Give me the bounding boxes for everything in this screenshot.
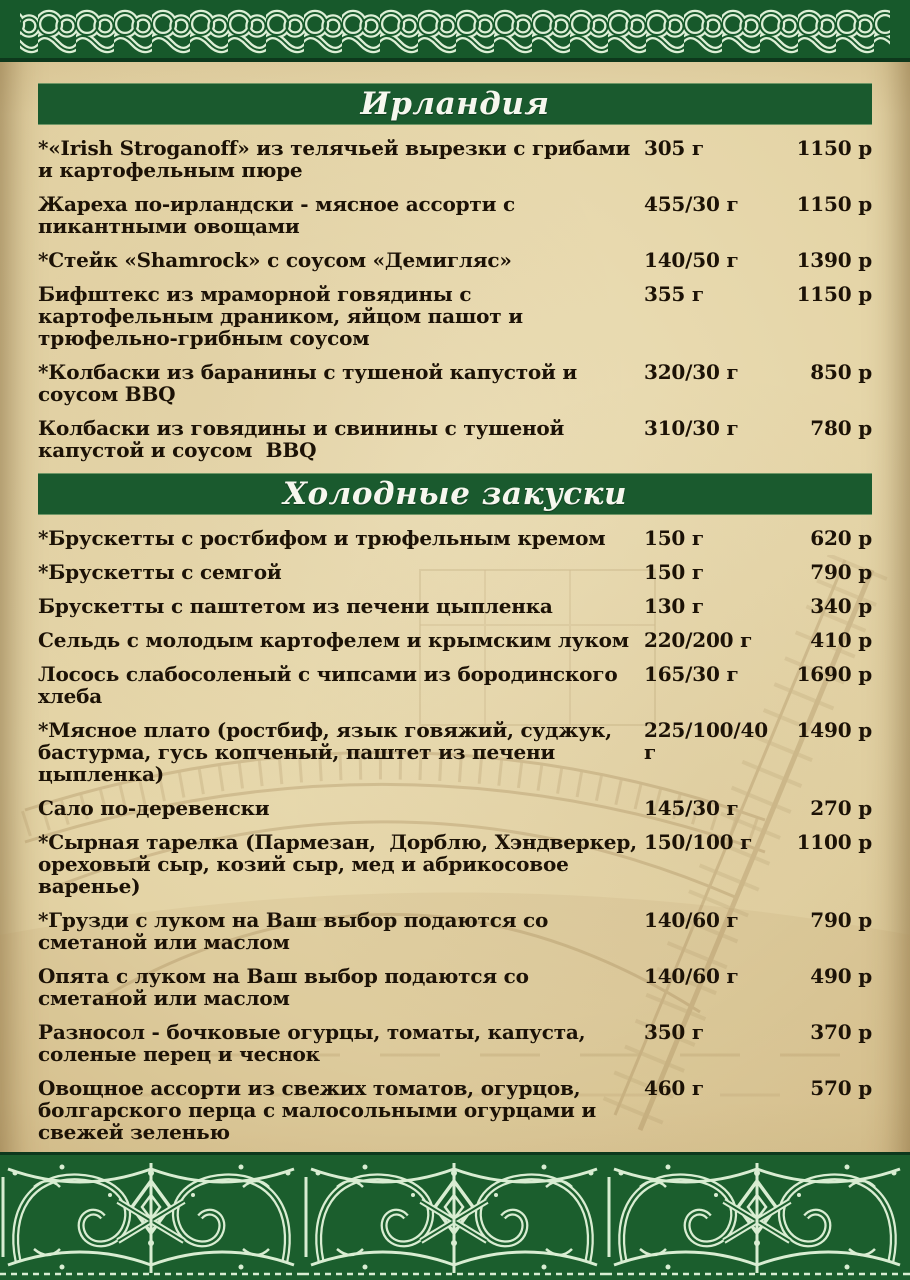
- menu-item: [38, 1077, 872, 1143]
- menu-item: [38, 663, 872, 707]
- dish-name: *Колбаски из баранины с тушеной капустой и соусом BBQ: [38, 360, 584, 406]
- dish-name: Бифштекс из мраморной говядины с картофельным драником, яйцом пашот и трюфельно-грибным соусом: [38, 282, 530, 350]
- menu-item: [38, 965, 872, 1009]
- dish-weight: 320/30 г: [644, 360, 739, 384]
- dish-price: 340 р: [810, 594, 872, 618]
- menu-item: [38, 831, 872, 897]
- dish-price: 850 р: [810, 360, 872, 384]
- menu-item: [38, 797, 872, 819]
- dish-weight: 305 г: [644, 136, 704, 160]
- dish-weight: 225/100/40 г: [644, 718, 768, 764]
- section-title-cold-appetizers: Холодные закуски: [38, 473, 872, 515]
- dish-weight: 150/100 г: [644, 830, 753, 854]
- dish-name: *Стейк «Shamrock» с соусом «Демигляс»: [38, 248, 512, 272]
- dish-price: 790 р: [810, 908, 872, 932]
- dish-weight: 310/30 г: [644, 416, 739, 440]
- dish-weight: 460 г: [644, 1076, 704, 1100]
- dish-price: 1390 р: [796, 248, 872, 272]
- menu-item: [38, 249, 872, 271]
- dish-name: *Грузди с луком на Ваш выбор подаются со сметаной или маслом: [38, 908, 555, 954]
- dish-price: 1150 р: [796, 282, 872, 306]
- dish-price: 1150 р: [796, 136, 872, 160]
- dish-price: 370 р: [810, 1020, 872, 1044]
- dish-weight: 150 г: [644, 560, 704, 584]
- celtic-ornament-pattern: [0, 1155, 910, 1277]
- dish-name: *Сырная тарелка (Пармезан, Дорблю, Хэндверкер, ореховый сыр, козий сыр, мед и абрикосовое варенье): [38, 830, 644, 898]
- menu-content: [0, 83, 910, 1251]
- menu-item: [38, 909, 872, 953]
- dish-weight: 130 г: [644, 594, 704, 618]
- dish-name: Брускетты с паштетом из печени цыпленка: [38, 594, 553, 618]
- dish-price: 410 р: [810, 628, 872, 652]
- menu-item: [38, 193, 872, 237]
- dish-price: 490 р: [810, 964, 872, 988]
- dish-name: Опята с луком на Ваш выбор подаются со сметаной или маслом: [38, 964, 536, 1010]
- menu-item: [38, 595, 872, 617]
- dish-weight: 165/30 г: [644, 662, 739, 686]
- menu-item: [38, 527, 872, 549]
- dish-name: Колбаски из говядины и свинины с тушеной капустой и соусом BBQ: [38, 416, 571, 462]
- dish-weight: 140/50 г: [644, 248, 739, 272]
- section-cold-appetizers: [38, 473, 872, 1211]
- menu-item: [38, 137, 872, 181]
- celtic-knot-wave-pattern: [0, 0, 910, 58]
- dish-price: 570 р: [810, 1076, 872, 1100]
- dish-name: Жареха по-ирландски - мясное ассорти с пикантными овощами: [38, 192, 522, 238]
- dish-price: 1150 р: [796, 192, 872, 216]
- menu-item: [38, 417, 872, 461]
- dish-price: 1690 р: [796, 662, 872, 686]
- top-celtic-border: [0, 0, 910, 62]
- menu-item: [38, 561, 872, 583]
- dish-price: 620 р: [810, 526, 872, 550]
- dish-name: Лосось слабосоленый с чипсами из бородинского хлеба: [38, 662, 625, 708]
- dish-price: 270 р: [810, 796, 872, 820]
- dish-price: 1490 р: [796, 718, 872, 742]
- dish-name: Разносол - бочковые огурцы, томаты, капуста, соленые перец и чеснок: [38, 1020, 593, 1066]
- bottom-celtic-border: [0, 1152, 910, 1280]
- section-title-ireland: Ирландия: [38, 83, 872, 125]
- dish-name: Сельдь с молодым картофелем и крымским луком: [38, 628, 629, 652]
- menu-item: [38, 629, 872, 651]
- dish-weight: 140/60 г: [644, 908, 739, 932]
- dish-name: *«Irish Stroganoff» из телячьей вырезки с грибами и картофельным пюре: [38, 136, 637, 182]
- dish-name: Сало по-деревенски: [38, 796, 270, 820]
- menu-item: [38, 361, 872, 405]
- dish-weight: 150 г: [644, 526, 704, 550]
- dish-weight: 350 г: [644, 1020, 704, 1044]
- dish-price: 790 р: [810, 560, 872, 584]
- menu-item: [38, 719, 872, 785]
- dish-price: 1100 р: [796, 830, 872, 854]
- dish-weight: 145/30 г: [644, 796, 739, 820]
- dish-weight: 220/200 г: [644, 628, 753, 652]
- dish-weight: 455/30 г: [644, 192, 739, 216]
- dish-weight: 140/60 г: [644, 964, 739, 988]
- dish-weight: 355 г: [644, 282, 704, 306]
- dish-name: *Брускетты с ростбифом и трюфельным кремом: [38, 526, 606, 550]
- section-ireland: [38, 83, 872, 461]
- dish-name: *Брускетты с семгой: [38, 560, 282, 584]
- dish-name: *Мясное плато (ростбиф, язык говяжий, суджук, бастурма, гусь копченый, паштет из печени цыпленка): [38, 718, 619, 786]
- dish-price: 780 р: [810, 416, 872, 440]
- dish-name: Овощное ассорти из свежих томатов, огурцов, болгарского перца с малосольными огурцами и свежей зеленью: [38, 1076, 610, 1144]
- menu-item: [38, 283, 872, 349]
- menu-item: [38, 1021, 872, 1065]
